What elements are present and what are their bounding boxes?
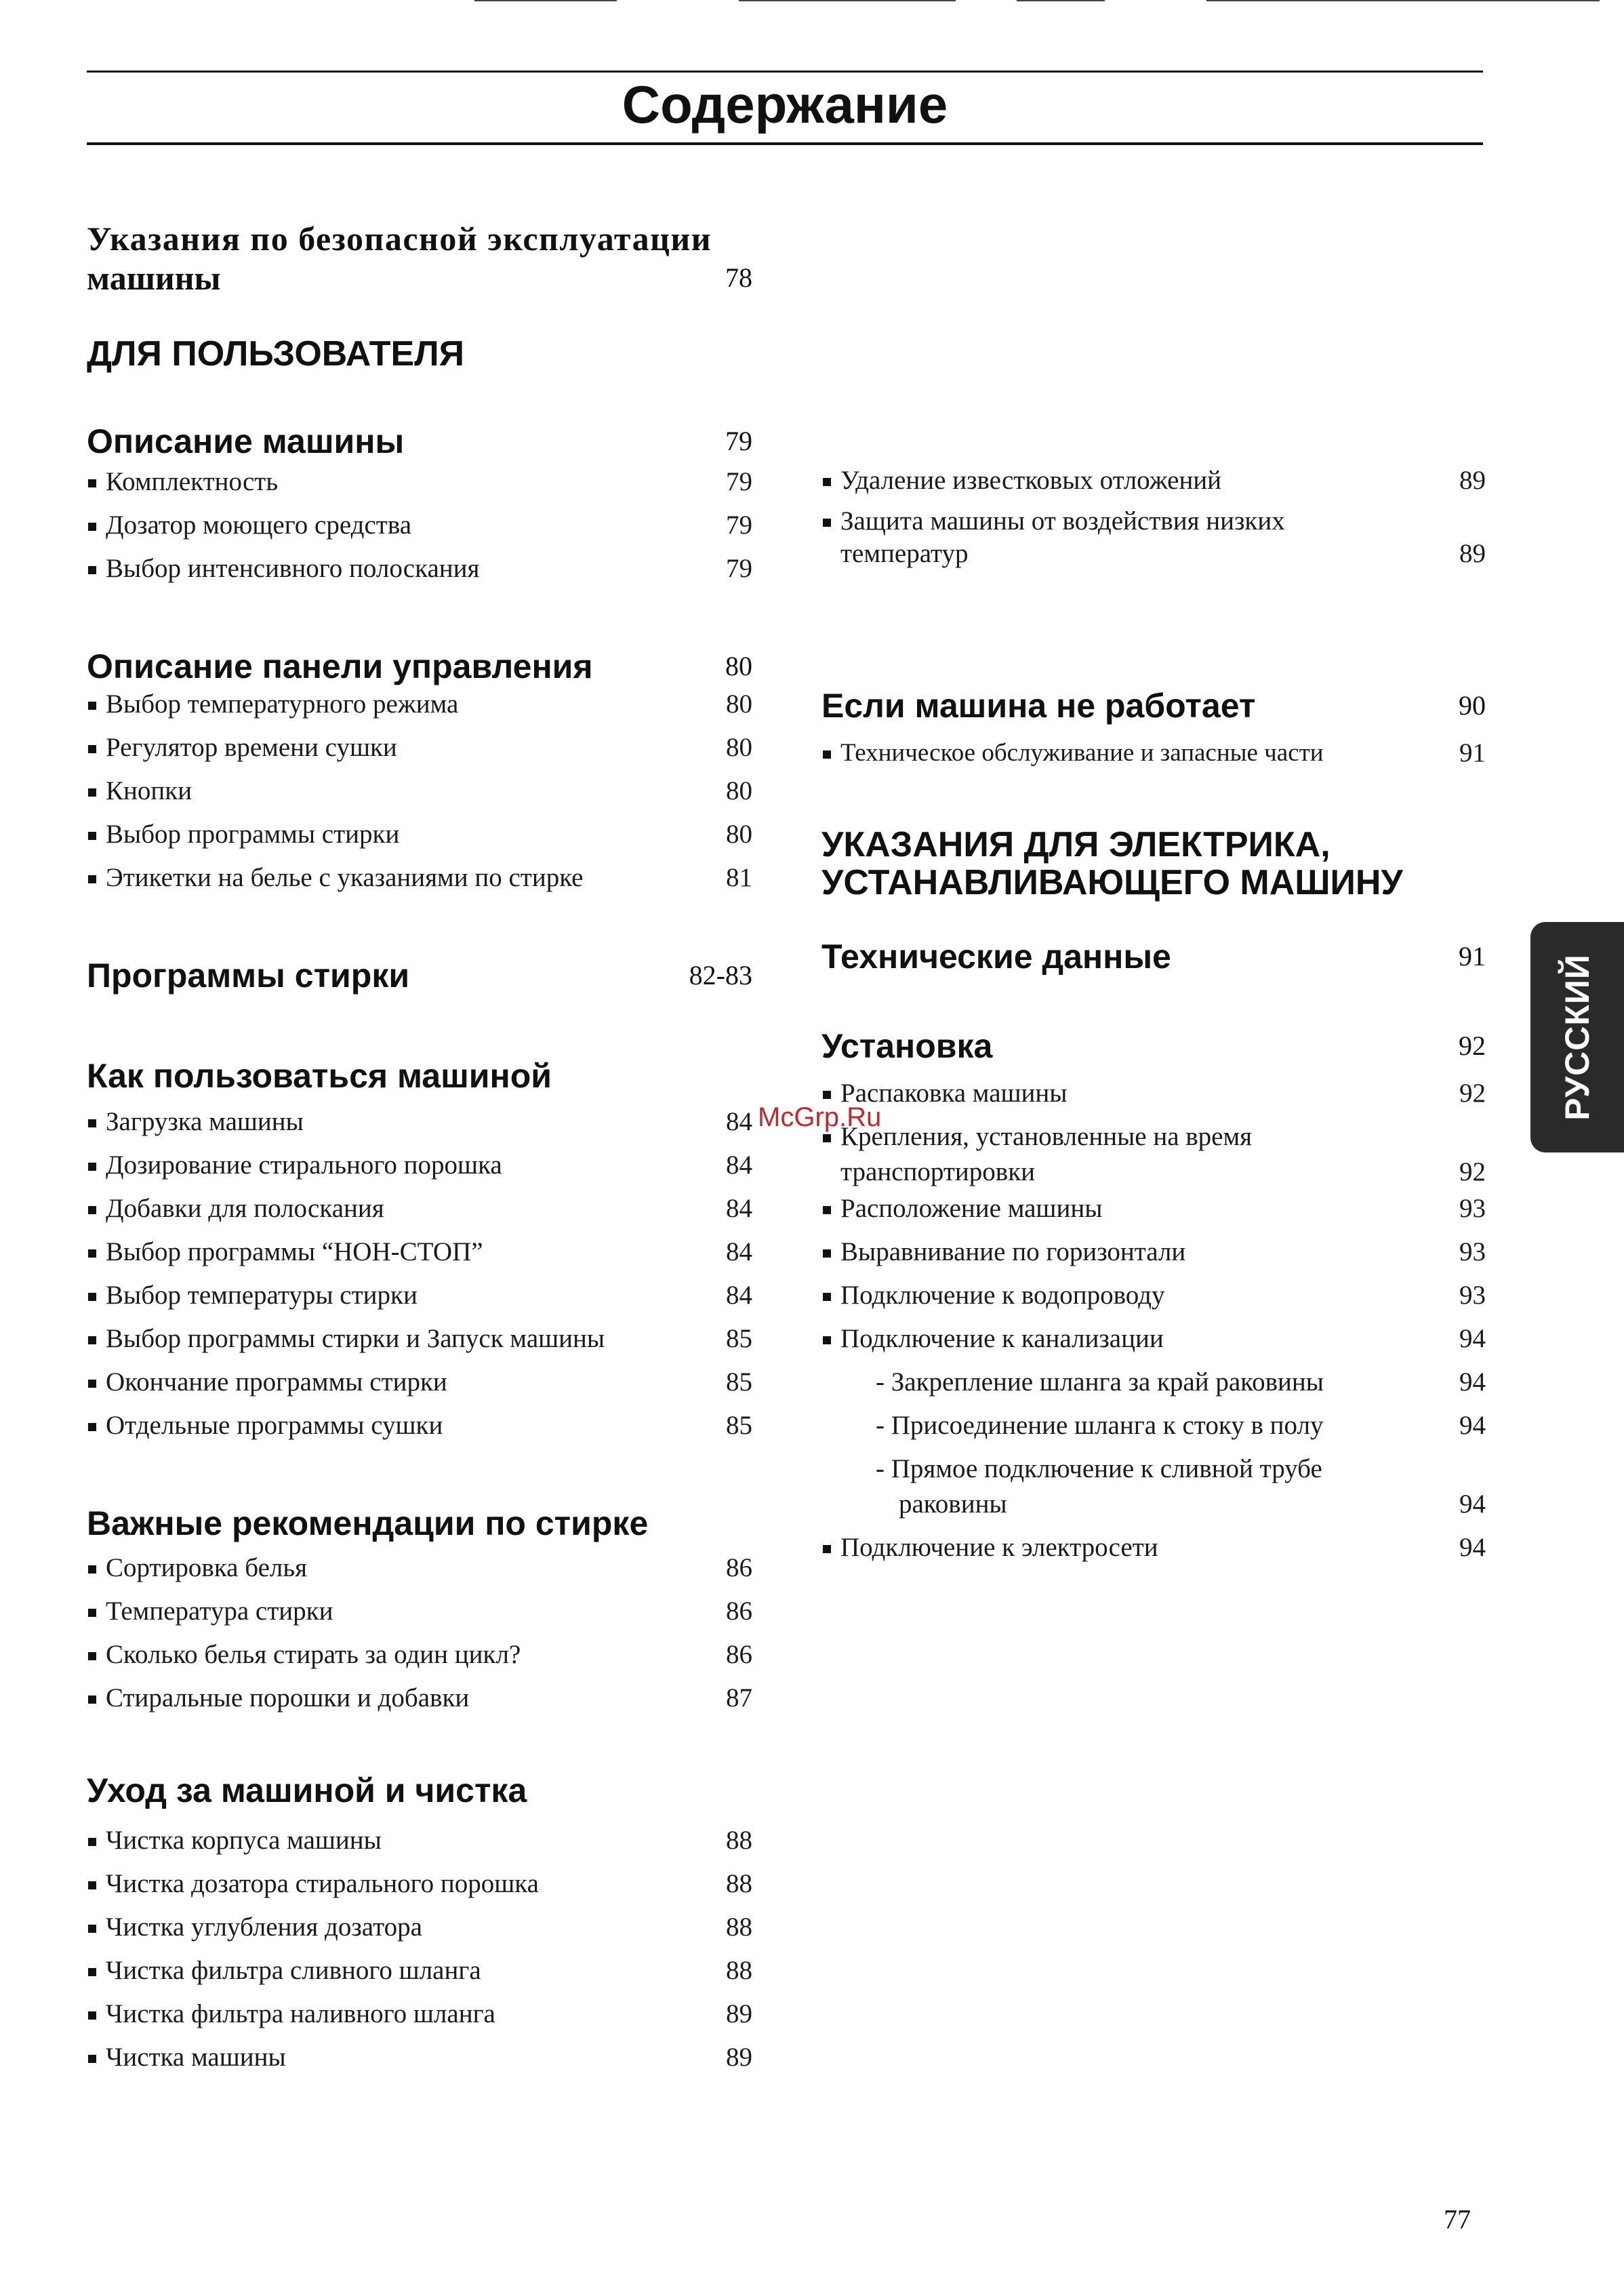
toc-page-number: 94 (1459, 1411, 1486, 1440)
toc-item[interactable] (87, 552, 752, 586)
toc-page-number: 88 (726, 1956, 752, 1985)
toc-page-number: 89 (1459, 539, 1486, 568)
toc-item-label: температур (840, 539, 969, 568)
toc-item[interactable] (87, 1681, 752, 1715)
toc-item-label: Чистка углубления дозатора (106, 1912, 422, 1942)
toc-entry-label: машины (87, 259, 221, 297)
toc-heading-panel[interactable] (87, 647, 752, 686)
toc-item[interactable] (821, 736, 1486, 770)
toc-item[interactable] (87, 1595, 752, 1628)
toc-item-label: Выбор программы стирки (106, 820, 400, 849)
toc-entry-safety[interactable] (87, 220, 752, 258)
toc-page-number: 88 (726, 1912, 752, 1942)
toc-heading-description[interactable] (87, 422, 752, 461)
toc-item-label: Расположение машины (840, 1194, 1103, 1223)
toc-item[interactable] (87, 1997, 752, 2031)
toc-item-label: Дозирование стирального порошка (106, 1150, 502, 1180)
toc-item[interactable] (821, 504, 1486, 538)
toc-item[interactable] (87, 1235, 752, 1269)
toc-item-label: Сколько белья стирать за один цикл? (106, 1640, 521, 1669)
toc-item-label: Крепления, установленные на время (840, 1122, 1253, 1151)
toc-item[interactable] (87, 508, 752, 542)
toc-page-number: 85 (726, 1411, 752, 1440)
toc-item[interactable] (821, 1120, 1486, 1154)
toc-page-number: 94 (1459, 1533, 1486, 1562)
toc-item[interactable] (821, 1279, 1486, 1312)
watermark: McGrp.Ru (758, 1102, 882, 1132)
toc-page-number: 87 (726, 1683, 752, 1712)
scan-line (739, 0, 956, 1)
toc-subitem-label: - Присоединение шланга к стоку в полу (876, 1411, 1324, 1440)
title-rule-bottom (87, 142, 1483, 145)
toc-page-number: 79 (726, 554, 752, 583)
toc-item-label: Подключение к водопроводу (840, 1281, 1165, 1310)
toc-page-number: 78 (725, 262, 752, 293)
page-title: Содержание (622, 75, 948, 134)
toc-page-number: 80 (726, 820, 752, 849)
scan-line (474, 0, 617, 1)
toc-item-label: Подключение к электросети (840, 1533, 1158, 1562)
toc-item-label: Чистка машины (106, 2043, 286, 2072)
toc-page-number: 84 (726, 1107, 752, 1136)
toc-page-number: 85 (726, 1324, 752, 1353)
section-label: УСТАНАВЛИВАЮЩЕГО МАШИНУ (821, 863, 1403, 902)
toc-item[interactable] (87, 1365, 752, 1399)
toc-subitem[interactable] (821, 1365, 1486, 1399)
toc-item[interactable] (87, 818, 752, 851)
toc-item[interactable] (87, 1867, 752, 1901)
toc-page-number: 91 (1459, 738, 1486, 767)
language-tab-label: РУССКИЙ (1558, 954, 1596, 1121)
toc-item-label: Стиральные порошки и добавки (106, 1683, 470, 1712)
toc-page-number: 92 (1459, 1079, 1486, 1108)
section-heading-electrician-line2 (821, 862, 1486, 903)
toc-item[interactable] (821, 1235, 1486, 1269)
toc-page-number: 85 (726, 1367, 752, 1397)
toc-item-continuation[interactable] (821, 537, 1486, 571)
toc-page-number: 84 (726, 1237, 752, 1266)
toc-item-label: Выбор температурного режима (106, 689, 459, 719)
toc-item[interactable] (821, 1192, 1486, 1226)
toc-item-label: Выравнивание по горизонтали (840, 1237, 1186, 1266)
toc-page-number: 84 (726, 1194, 752, 1223)
toc-item-label: Удаление известковых отложений (840, 466, 1222, 495)
toc-page-number: 79 (726, 467, 752, 496)
toc-subitem-label: - Прямое подключение к сливной трубе (876, 1454, 1322, 1483)
toc-item[interactable] (87, 1638, 752, 1672)
toc-item-label: Выбор температуры стирки (106, 1281, 418, 1310)
toc-item-continuation[interactable] (821, 1155, 1486, 1189)
toc-item-label: Комплектность (106, 467, 279, 496)
toc-item[interactable] (87, 1105, 752, 1139)
section-heading-electrician (821, 824, 1486, 865)
toc-item[interactable] (87, 687, 752, 721)
toc-page-number: 80 (726, 733, 752, 762)
toc-page-number: 86 (726, 1553, 752, 1582)
toc-page-number: 93 (1459, 1194, 1486, 1223)
toc-page-number: 84 (726, 1150, 752, 1180)
toc-item-label: Чистка фильтра сливного шланга (106, 1956, 481, 1985)
section-heading-user (87, 334, 752, 374)
toc-heading-technical[interactable] (821, 937, 1486, 976)
toc-item[interactable] (87, 1551, 752, 1585)
toc-item[interactable] (87, 861, 752, 895)
toc-item-label: Выбор программы “НОН-СТОП” (106, 1237, 483, 1266)
toc-item[interactable] (87, 1409, 752, 1443)
toc-heading-care[interactable] (87, 1771, 752, 1810)
toc-item-label: транспортировки (840, 1157, 1036, 1186)
toc-item-label: Температура стирки (106, 1597, 333, 1626)
toc-page-number: 90 (1459, 690, 1486, 721)
toc-page-number: 80 (725, 651, 752, 681)
toc-subitem[interactable] (821, 1452, 1486, 1486)
scan-line (1206, 0, 1600, 1)
toc-item-label: Дозатор моющего средства (106, 510, 412, 540)
toc-page-number: 80 (726, 776, 752, 805)
toc-item[interactable] (87, 1192, 752, 1226)
toc-page-number: 88 (726, 1869, 752, 1898)
toc-item[interactable] (87, 774, 752, 808)
toc-page-number: 94 (1459, 1367, 1486, 1397)
toc-page-number: 94 (1459, 1324, 1486, 1353)
toc-page-number: 94 (1459, 1489, 1486, 1519)
toc-entry-label: Указания по безопасной эксплуатации (87, 220, 712, 258)
toc-item-label: Подключение к канализации (840, 1324, 1164, 1353)
toc-page-number: 80 (726, 689, 752, 719)
toc-item[interactable] (87, 1954, 752, 1988)
toc-heading-label: Если машина не работает (821, 687, 1256, 725)
toc-page-number: 93 (1459, 1237, 1486, 1266)
toc-item[interactable] (87, 1824, 752, 1858)
toc-item[interactable] (87, 1279, 752, 1312)
toc-page-number: 89 (726, 1999, 752, 2028)
toc-item[interactable] (87, 1148, 752, 1182)
toc-heading-label: Технические данные (821, 938, 1171, 976)
toc-page-number: 81 (726, 863, 752, 892)
toc-item[interactable] (821, 1322, 1486, 1356)
toc-item-label: Чистка фильтра наливного шланга (106, 1999, 495, 2028)
page-number: 77 (1444, 2204, 1471, 2234)
scan-line (1017, 0, 1105, 1)
toc-item-label: Выбор программы стирки и Запуск машины (106, 1324, 605, 1353)
toc-heading-label: Описание машины (87, 422, 405, 460)
toc-heading-recommendations[interactable] (87, 1504, 752, 1543)
toc-item-label: Добавки для полоскания (106, 1194, 384, 1223)
toc-subitem-label: раковины (899, 1489, 1007, 1519)
toc-heading-label: Программы стирки (87, 957, 410, 995)
toc-item[interactable] (821, 464, 1486, 498)
toc-item-label: Отдельные программы сушки (106, 1411, 443, 1440)
toc-item[interactable] (821, 1531, 1486, 1565)
toc-subitem-continuation[interactable] (821, 1487, 1486, 1521)
toc-item-label: Чистка дозатора стирального порошка (106, 1869, 539, 1898)
toc-heading-trouble[interactable] (821, 686, 1486, 725)
toc-item-label: Окончание программы стирки (106, 1367, 447, 1397)
toc-page-number: 92 (1459, 1030, 1486, 1061)
toc-item-label: Регулятор времени сушки (106, 733, 397, 762)
toc-heading-programs[interactable] (87, 956, 752, 995)
section-label: УКАЗАНИЯ ДЛЯ ЭЛЕКТРИКА, (821, 825, 1331, 864)
toc-page-number: 79 (725, 426, 752, 456)
toc-subitem[interactable] (821, 1409, 1486, 1443)
toc-page-number: 86 (726, 1640, 752, 1669)
toc-heading-install[interactable] (821, 1026, 1486, 1066)
toc-page-number: 89 (1459, 466, 1486, 495)
section-label: ДЛЯ ПОЛЬЗОВАТЕЛЯ (87, 334, 465, 374)
toc-item-label: Выбор интенсивного полоскания (106, 554, 480, 583)
toc-item-label: Сортировка белья (106, 1553, 308, 1582)
toc-page-number: 82-83 (689, 960, 752, 990)
toc-item[interactable] (87, 2041, 752, 2074)
toc-heading-label: Важные рекомендации по стирке (87, 1504, 649, 1542)
toc-item[interactable] (87, 465, 752, 499)
toc-item[interactable] (87, 1322, 752, 1356)
toc-entry-safety-line2[interactable] (87, 259, 752, 297)
toc-item[interactable] (821, 1077, 1486, 1110)
toc-page-number: 84 (726, 1281, 752, 1310)
toc-item[interactable] (87, 1910, 752, 1944)
toc-item-label: Кнопки (106, 776, 192, 805)
toc-page-number: 92 (1459, 1157, 1486, 1186)
toc-page-number: 91 (1459, 941, 1486, 971)
toc-heading-usage[interactable] (87, 1056, 752, 1096)
toc-page-number: 88 (726, 1826, 752, 1855)
toc-item-label: Защита машины от воздействия низких (840, 506, 1285, 536)
toc-heading-label: Уход за машиной и чистка (87, 1771, 527, 1809)
toc-page-number: 89 (726, 2043, 752, 2072)
language-tab[interactable] (1530, 922, 1624, 1152)
toc-page-number: 79 (726, 510, 752, 540)
toc-item-label: Чистка корпуса машины (106, 1826, 382, 1855)
toc-item-label: Загрузка машины (106, 1107, 304, 1136)
toc-page-number: 93 (1459, 1281, 1486, 1310)
toc-page-number: 86 (726, 1597, 752, 1626)
toc-heading-label: Описание панели управления (87, 647, 593, 685)
toc-item[interactable] (87, 731, 752, 765)
toc-subitem-label: - Закрепление шланга за край раковины (876, 1367, 1324, 1397)
toc-item-label: Распаковка машины (840, 1079, 1068, 1108)
toc-heading-label: Как пользоваться машиной (87, 1057, 552, 1095)
toc-item-label: Техническое обслуживание и запасные части (840, 739, 1324, 767)
toc-item-label: Этикетки на белье с указаниями по стирке (106, 863, 584, 892)
toc-heading-label: Установка (821, 1027, 993, 1065)
